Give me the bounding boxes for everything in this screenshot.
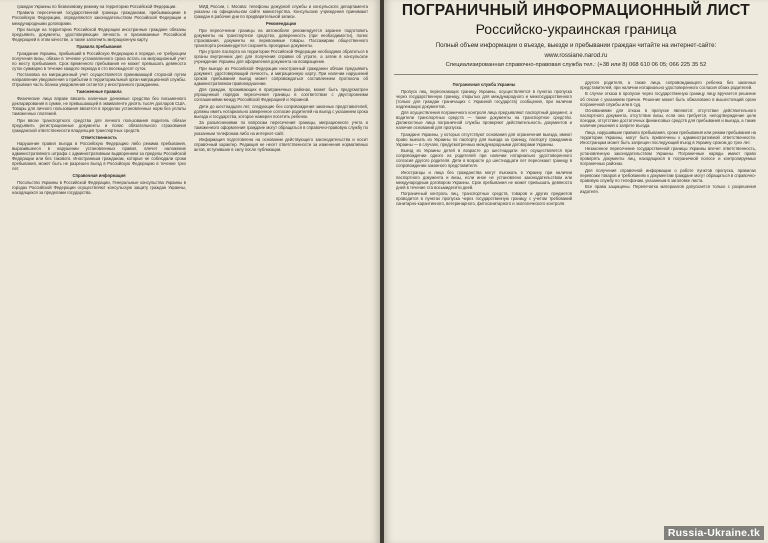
paragraph: Дети до шестнадцати лет, следующие без сопровождения законных представителей, должны иметь нотариально заверенное согласие родителей на выезд с указанием срока выезда и государства, которое намерен посетить ребенок. (194, 103, 368, 119)
paragraph: Нарушение правил въезда в Российскую Федерацию либо режима пребывания, выразившееся в нарушении установленных правил, влечет наложение административного штрафа с административным выдворением за пределы Российской Федерации или без такового. Иностранным гражданам, которые не соблюдали сроки пребывания, может быть не разрешен въезд в Российскую Федерацию в течение трех лет. (12, 141, 186, 172)
paragraph: В случае отказа в пропуске через государственную границу лицу вручается решение об отказе с указанием причин. Решение может быть обжаловано в вышестоящий орган пограничной службы или в суд. (580, 91, 756, 107)
left-page (0, 0, 380, 543)
paragraph: Информация подготовлена на основании действующего законодательства и носит справочный характер. Редакция не несет ответственности за изменения нормативных актов, вступившие в силу после публикации. (194, 136, 368, 153)
paragraph: Для получения справочной информации о работе пунктов пропуска, правилах перевозки товаров и требованиях к документам граждане могут обращаться в справочно-правовую службу по телефонам, указанным в заголовке листа. (580, 167, 756, 183)
paragraph: Все права защищены. Перепечатка материалов допускается только с разрешения издателя. (580, 184, 756, 195)
page-title: ПОГРАНИЧНЫЙ ИНФОРМАЦИОННЫЙ ЛИСТ (401, 2, 751, 19)
paragraph: Посольство Украины в Российской Федерации, Генеральные консульства Украины в городах Российской Федерации осуществляют консульскую защиту граждан Украины, находящихся за пределами государства. (12, 180, 186, 196)
paragraph: Гражданин Украины, прибывший в Российскую Федерацию в порядке, не требующем получения визы, обязан в течение установленного срока встать на миграционный учет по месту пребывания. Срок временного пребывания не может превышать девяноста суток суммарно в течение каждого периода в сто восемьдесят суток. (12, 50, 186, 71)
paragraph: Иностранцы и лица без гражданства могут въезжать в Украину при наличии паспортного документа и визы, если иное не установлено законодательством или международным договором Украины. Срок пребывания не может превышать девяноста дней в течение ста восьмидесяти дней. (396, 169, 572, 190)
section-heading: Рекомендации (265, 21, 297, 27)
watermark: Russia-Ukraine.tk (664, 526, 764, 540)
paragraph: Пограничный контроль лиц, транспортных средств, товаров и других предметов проводится в пунктах пропуска через государственную границу с учетом требований санитарно-карантинного, ветеринарного, фитосанитарного и экологического контроля. (396, 191, 572, 207)
website-address: www.rossiane.narod.ru (544, 52, 608, 59)
tagline: Полный объем информации о въезде, выезде и пребывании граждан читайте на интернет-сайте: (435, 42, 717, 49)
section-heading: Справочная информация (72, 173, 126, 179)
left-column-2 (194, 4, 368, 538)
paragraph: граждан Украины по безвизовому режиму на территорию Российской Федерации. (17, 4, 177, 9)
right-column-2 (580, 80, 756, 538)
paragraph: При въезде на территорию Российской Федерации иностранные граждане обязаны предъявить документы, удостоверяющие личность и признаваемые Российской Федерацией в этом качестве, а также заполнить миграционную карту. (12, 26, 186, 43)
paragraph: За разъяснениями по вопросам пересечения границы, миграционного учета и таможенного оформления граждане могут обращаться в справочно-правовую службу по указанным телефонам либо на интернет-сайт. (194, 120, 368, 136)
section-heading: Таможенные правила (76, 89, 122, 95)
paragraph: МИД России, г. Москва: телефоны дежурной службы и консульского департамента указаны на официальном сайте министерства. Консульские учреждения принимают граждан в рабочие дни по предварительной записи. (194, 4, 368, 20)
section-heading: Ответственность (81, 134, 117, 140)
left-column-1 (12, 4, 186, 538)
paragraph: Лица, нарушившие правила пребывания, сроки пребывания или режим пребывания на территории Украины, могут быть привлечены к административной ответственности. Иностранцам может быть запрещен последующий въезд в Украину сроком до трех лет. (580, 129, 756, 145)
left-columns (12, 4, 368, 538)
right-column-1 (396, 80, 572, 538)
header-divider (394, 74, 758, 75)
paragraph: При выезде из Российской Федерации иностранный гражданин обязан предъявить документ, удостоверяющий личность, и миграционную карту. При наличии нарушений сроков пребывания выезд может сопровождаться составлением протокола об административном правонарушении. (194, 65, 368, 86)
paragraph: При ввозе транспортного средства для личного пользования водитель обязан предъявить регистрационные документы и полис обязательного страхования гражданской ответственности владельцев транспортных средств. (12, 117, 186, 133)
masthead (384, 0, 768, 80)
section-heading: Правила пребывания (76, 44, 122, 50)
service-phones: Специализированная справочно-правовая служба тел.: (+38 или 8) 068 610 06 05; 066 225 35 52 (445, 62, 707, 68)
paragraph: другого родителя, а также лица, сопровождающего ребенка без законных представителей, при наличии нотариально удостоверенного согласия обоих родителей. (580, 80, 756, 91)
paragraph: Для осуществления пограничного контроля лица предъявляют паспортный документ, а водители транспортных средств — также документы на транспортное средство. Должностные лица пограничной службы проверяют действительность документов и наличие оснований для пропуска. (396, 110, 572, 131)
paragraph: Для граждан, проживающих в приграничных районах, может быть предусмотрен упрощенный порядок пересечения границы в соответствии с двусторонними соглашениями между Российской Федерацией и Украиной. (194, 87, 368, 103)
paragraph: Основаниями для отказа в пропуске являются: отсутствие действительного паспортного документа, отсутствие визы, если она требуется, неподтверждение цели поездки, отсутствие достаточных финансовых средств для пребывания и выезда, а также наличие решения о запрете въезда. (580, 108, 756, 129)
paragraph: Правила пересечения государственной границы гражданами, прибывающими в Российскую Федерацию, определяются законодательством Российской Федерации и международными договорами. (12, 10, 186, 26)
paragraph: Постановка на миграционный учет осуществляется принимающей стороной путем направления уведомления о прибытии в территориальный орган миграционной службы. Отрывная часть бланка уведомления остается у иностранного гражданина. (12, 72, 186, 88)
paragraph: При пересечении границы на автомобиле рекомендуется заранее подготовить документы на транспортное средство, доверенность (при необходимости), полис страхования, документы на перевозимые товары. Пассажирам общественного транспорта рекомендуется сохранять проездные документы. (194, 27, 368, 48)
paragraph: Физические лица вправе ввозить наличные денежные средства без письменного декларирования в сумме, не превышающей в эквиваленте десять тысяч долларов США. Товары для личного пользования ввозятся в пределах установленных норм без уплаты таможенных платежей. (12, 95, 186, 117)
right-columns (396, 80, 756, 538)
right-page (384, 0, 768, 543)
paragraph: Граждане Украины, у которых отсутствуют основания для ограничения выезда, имеют право выехать из Украины по паспорту для выезда за границу, паспорту гражданина Украины — в случаях, предусмотренных международными договорами Украины. (396, 131, 572, 147)
paragraph: Пропуск лиц, пересекающих границу Украины, осуществляется в пунктах пропуска через государственную границу, открытых для международного и межгосударственного (только для граждан граничащих с Украиной государств) сообщения, при наличии надлежащих документов. (396, 88, 572, 109)
paragraph: При утрате паспорта на территории Российской Федерации необходимо обратиться в органы внутренних дел для получения справки об утрате, а затем в консульское учреждение Украины для оформления документа на возвращение. (194, 49, 368, 65)
paragraph: Выезд из Украины детей в возрасте до шестнадцати лет осуществляется при сопровождении одного из родителей при наличии нотариально удостоверенного согласия другого родителя. Дети в возрасте до шестнадцати лет пересекают границу в сопровождении законного представителя. (396, 148, 572, 169)
section-heading: Пограничная служба Украины (452, 82, 516, 87)
paragraph: Незаконное пересечение государственной границы Украины влечет ответственность, установленную законодательством Украины. Пограничные наряды имеют право проверять документы лиц, находящихся в пограничной полосе и контролируемых пограничных районах. (580, 146, 756, 167)
page-subtitle: Российско-украинская граница (475, 21, 677, 37)
